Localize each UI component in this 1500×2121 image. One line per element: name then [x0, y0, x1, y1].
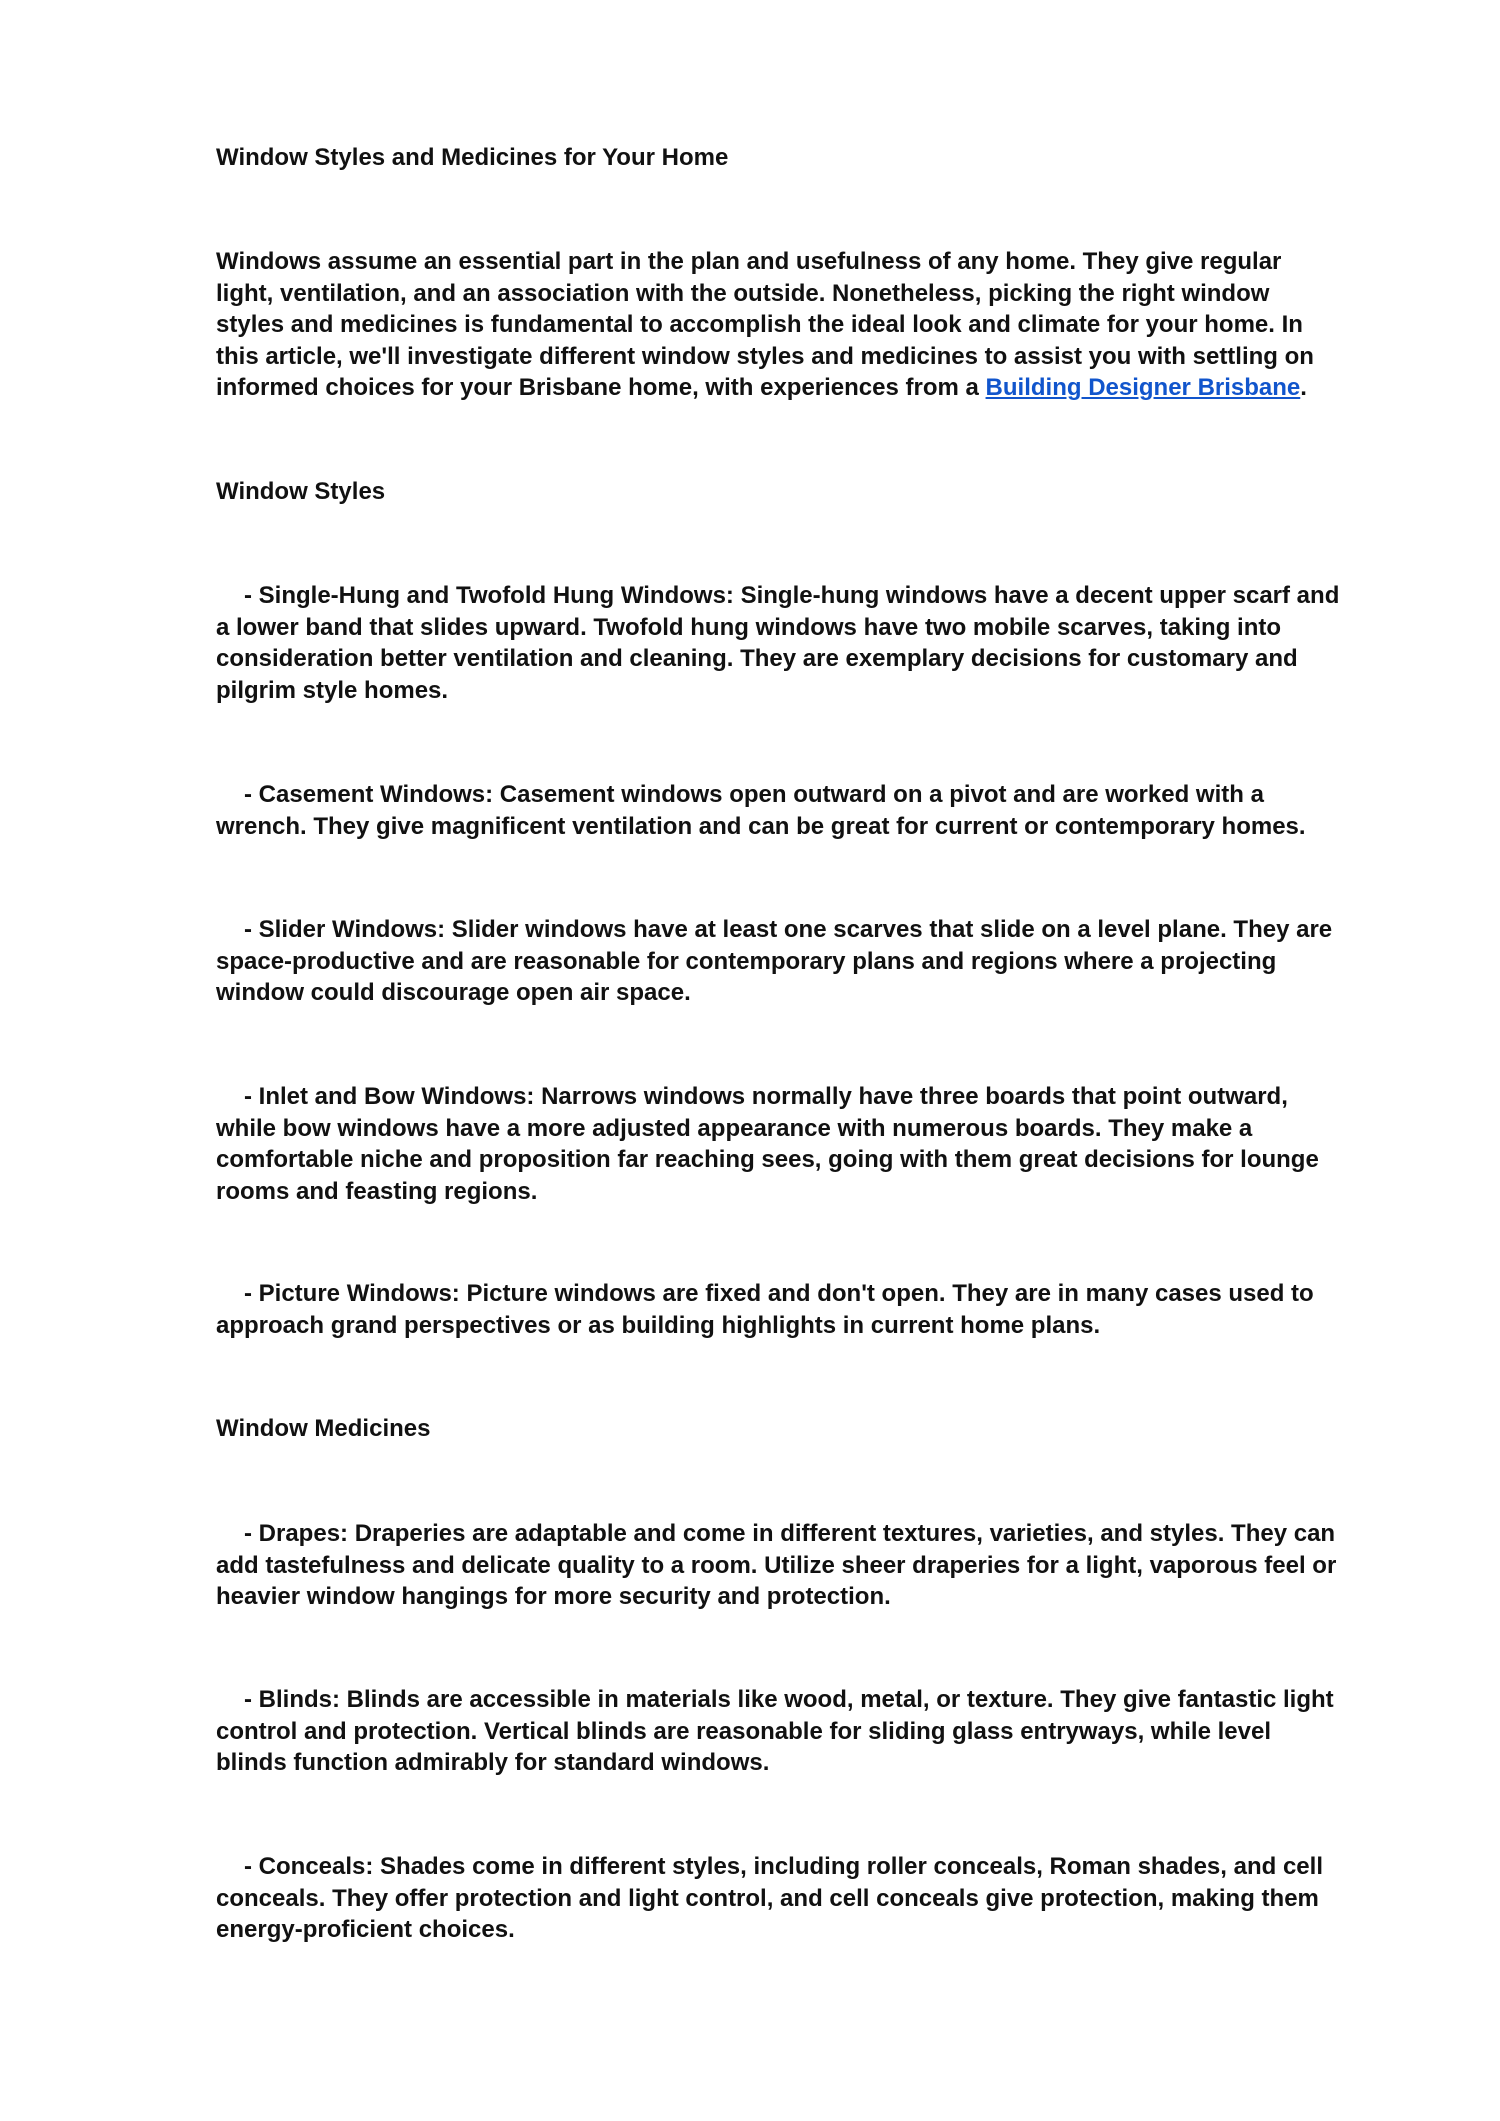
text-line: Windows assume an essential part in the plan and usefulness of any home. They give regular	[216, 248, 1282, 275]
text-line: approach grand perspectives or as building highlights in current home plans.	[216, 1311, 1101, 1339]
text-line: heavier window hangings for more security and protection.	[216, 1583, 891, 1611]
document-title: Window Styles and Medicines for Your Home	[216, 144, 729, 171]
text-line	[216, 372, 1436, 404]
text-line: a lower band that slides upward. Twofold hung windows have two mobile scarves, taking into	[216, 613, 1282, 641]
text-line: space-productive and are reasonable for contemporary plans and regions where a projecting	[216, 947, 1277, 975]
text-line: - Casement Windows: Casement windows open outward on a pivot and are worked with a	[244, 781, 1264, 808]
text-line: - Blinds: Blinds are accessible in materials like wood, metal, or texture. They give fantastic light	[244, 1686, 1334, 1713]
style-item-bay-bow	[216, 1081, 1436, 1207]
building-designer-link[interactable]: Building Designer Brisbane	[985, 374, 1301, 402]
text-line: wrench. They give magnificent ventilation and can be great for current or contemporary homes.	[216, 812, 1306, 840]
medicine-item-blinds	[216, 1684, 1436, 1779]
section-heading-styles: Window Styles	[216, 478, 386, 505]
text-line: styles and medicines is fundamental to accomplish the ideal look and climate for your home. In	[216, 311, 1303, 339]
text-line: - Drapes: Draperies are adaptable and come in different textures, varieties, and styles. They can	[244, 1520, 1336, 1547]
text-line: conceals. They offer protection and light control, and cell conceals give protection, making them	[216, 1884, 1319, 1912]
text-line: - Inlet and Bow Windows: Narrows windows normally have three boards that point outward,	[244, 1083, 1288, 1110]
style-item-casement	[216, 779, 1436, 842]
text-line: window could discourage open air space.	[216, 979, 691, 1007]
text-line: consideration better ventilation and cleaning. They are exemplary decisions for customary and	[216, 645, 1298, 673]
text-segment: .	[1300, 374, 1307, 402]
text-line: pilgrim style homes.	[216, 676, 449, 704]
text-line: this article, we'll investigate different window styles and medicines to assist you with settling on	[216, 342, 1314, 370]
text-line: - Slider Windows: Slider windows have at least one scarves that slide on a level plane. They are	[244, 916, 1333, 943]
text-line: control and protection. Vertical blinds are reasonable for sliding glass entryways, while level	[216, 1717, 1271, 1745]
text-line: - Picture Windows: Picture windows are fixed and don't open. They are in many cases used to	[244, 1280, 1314, 1307]
text-line: light, ventilation, and an association with the outside. Nonetheless, picking the right window	[216, 279, 1270, 307]
text-segment: informed choices for your Brisbane home, with experiences from a	[216, 374, 986, 402]
text-line: energy-proficient choices.	[216, 1916, 515, 1944]
section-heading-medicines: Window Medicines	[216, 1415, 431, 1442]
text-line: comfortable niche and proposition far reaching sees, going with them great decisions for lounge	[216, 1146, 1319, 1174]
text-line: add tastefulness and delicate quality to a room. Utilize sheer draperies for a light, vaporous feel or	[216, 1551, 1337, 1579]
medicine-item-shades	[216, 1851, 1436, 1946]
text-line: blinds function admirably for standard windows.	[216, 1749, 770, 1777]
text-line: - Single-Hung and Twofold Hung Windows: Single-hung windows have a decent upper scarf and	[244, 582, 1340, 609]
medicine-item-drapes	[216, 1518, 1436, 1613]
text-line: rooms and feasting regions.	[216, 1177, 538, 1205]
intro-paragraph	[216, 246, 1436, 404]
style-item-single-double-hung	[216, 580, 1436, 706]
text-line: - Conceals: Shades come in different styles, including roller conceals, Roman shades, and cell	[244, 1853, 1323, 1880]
style-item-slider	[216, 914, 1436, 1009]
style-item-picture	[216, 1278, 1436, 1341]
text-line: while bow windows have a more adjusted appearance with numerous boards. They make a	[216, 1114, 1253, 1142]
